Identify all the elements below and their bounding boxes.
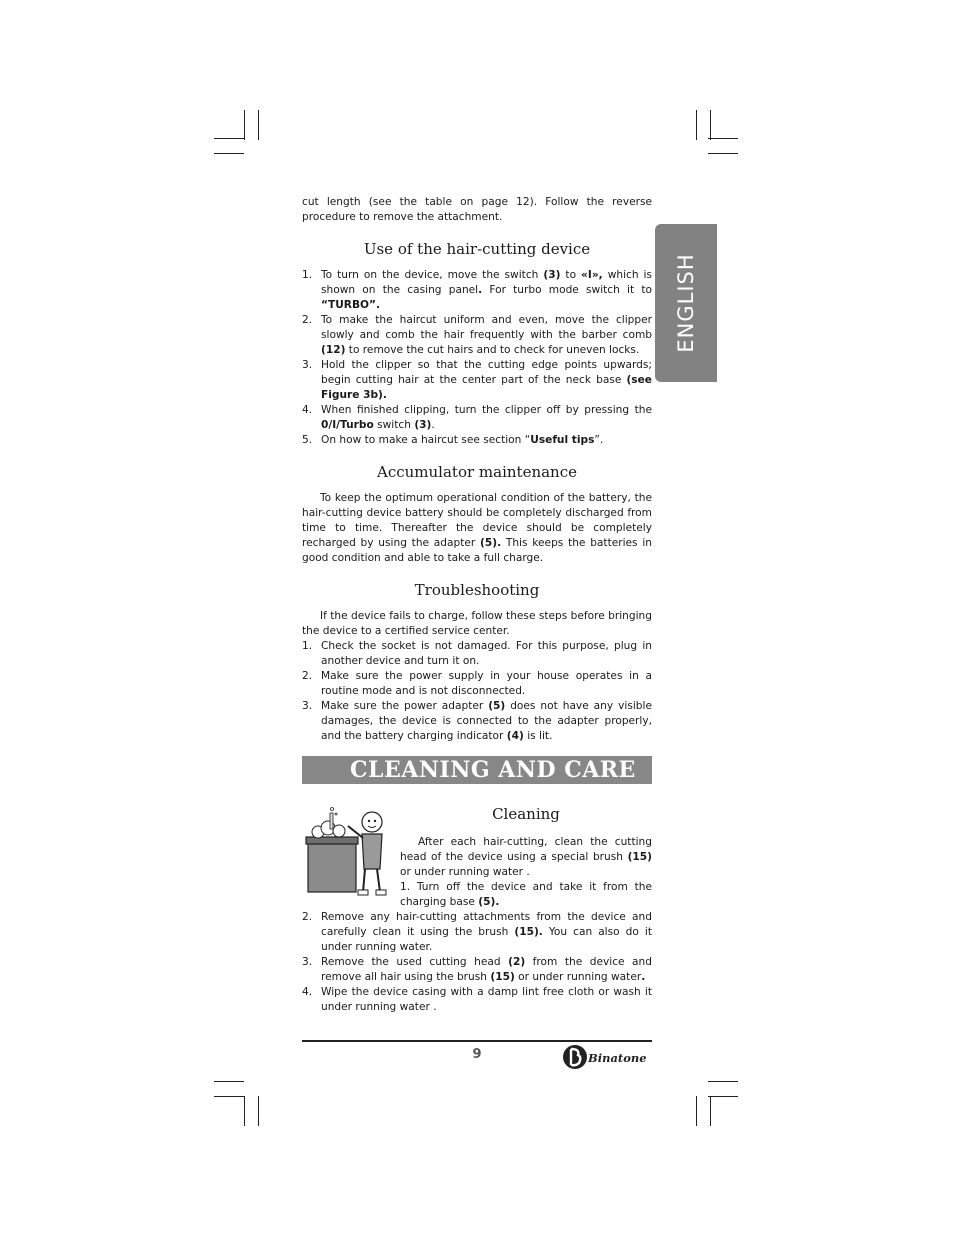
- text-run: ”.: [594, 434, 604, 446]
- troubleshooting-section-title: Troubleshooting: [414, 581, 540, 599]
- language-tab: [655, 224, 717, 382]
- crop-mark: [708, 153, 738, 154]
- cleaning-intro-paragraph: [400, 835, 652, 880]
- cleaning-block: [302, 804, 652, 910]
- language-tab-label: ENGLISH: [674, 253, 698, 353]
- bold-reference: (3): [543, 269, 561, 281]
- brand-name: Binatone: [588, 1051, 647, 1065]
- list-number: 2.: [302, 314, 313, 326]
- text-run: Remove any hair-cutting attachments from the device and carefully clean it using the brush: [321, 911, 652, 938]
- bold-reference: “TURBO”.: [321, 299, 381, 311]
- bold-reference: (5).: [478, 896, 500, 908]
- bold-reference: Useful tips: [530, 434, 595, 446]
- bold-reference: (12): [321, 344, 346, 356]
- list-number: 4.: [302, 404, 313, 416]
- text-run: or under running water .: [400, 866, 530, 878]
- crop-mark: [710, 110, 711, 140]
- text-run: Check the socket is not damaged. For this purpose, plug in another device and turn it on.: [321, 640, 652, 667]
- crop-mark: [244, 1096, 245, 1126]
- bold-reference: .: [478, 284, 483, 296]
- bold-reference: (see Figure 3b).: [321, 374, 652, 401]
- use-section-title: Use of the hair-cutting device: [363, 240, 591, 258]
- page-number: 9: [472, 1047, 482, 1062]
- bold-reference: (5).: [480, 537, 502, 549]
- list-number: 3.: [302, 700, 313, 712]
- list-item: [302, 358, 652, 403]
- text-run: 1. Turn off the device and take it from the charging base: [400, 881, 652, 908]
- text-run: to remove the cut hairs and to check for uneven locks.: [345, 344, 640, 356]
- list-item: [302, 910, 652, 955]
- text-run: which is shown on the casing panel: [321, 269, 653, 296]
- text-run: Make sure the power supply in your house operates in a routine mode and is not disconnected.: [321, 670, 652, 697]
- text-run: For turbo mode switch it to: [482, 284, 652, 296]
- washing-figure-illustration: [302, 804, 397, 902]
- text-run: Make sure the power adapter: [321, 700, 489, 712]
- cleaning-steps-list: [302, 910, 652, 1015]
- text-run: To keep the optimum operational condition of the battery, the hair-cutting device battery should be completely discharged from time to time. Thereafter the device should be completely recharged by using the adapter: [302, 492, 652, 549]
- text-run: When finished clipping, turn the clipper off by pressing the: [321, 404, 652, 416]
- text-run: or under running water: [514, 971, 642, 983]
- text-run: Remove the used cutting head: [321, 956, 509, 968]
- troubleshooting-intro: If the device fails to charge, follow these steps before bringing the device to a certified service center.: [302, 610, 652, 637]
- crop-mark: [258, 1096, 259, 1126]
- list-item: [302, 955, 652, 985]
- crop-mark: [710, 1096, 711, 1126]
- text-run: does not have any visible damages, the device is connected to the adapter properly, and the battery charging indicator: [321, 700, 652, 742]
- text-run: to: [560, 269, 582, 281]
- intro-paragraph: cut length (see the table on page 12). Follow the reverse procedure to remove the attachment.: [302, 196, 652, 223]
- cleaning-step-1: [400, 880, 652, 910]
- text-run: After each hair-cutting, clean the cutting head of the device using a special brush: [400, 836, 652, 863]
- list-item: [302, 669, 652, 699]
- crop-mark: [244, 110, 245, 140]
- list-item: [302, 403, 652, 433]
- text-run: To turn on the device, move the switch: [321, 269, 544, 281]
- crop-mark: [214, 1081, 244, 1082]
- crop-mark: [214, 1096, 244, 1097]
- list-number: 3.: [302, 956, 313, 968]
- list-number: 3.: [302, 359, 313, 371]
- bold-reference: (4): [506, 730, 524, 742]
- text-run: is lit.: [523, 730, 553, 742]
- crop-mark: [708, 138, 738, 139]
- list-number: 2.: [302, 670, 313, 682]
- text-run: On how to make a haircut see section “: [321, 434, 531, 446]
- bold-reference: (15): [490, 971, 515, 983]
- list-item: [302, 313, 652, 358]
- content-column: [302, 195, 652, 1015]
- use-steps-list: [302, 268, 652, 448]
- text-run: To make the haircut uniform and even, move the clipper slowly and comb the hair frequently with the barber comb: [321, 314, 652, 341]
- text-run: from the device and remove all hair using the brush: [321, 956, 652, 983]
- text-run: Wipe the device casing with a damp lint free cloth or wash it under running water .: [321, 986, 652, 1013]
- crop-mark: [696, 110, 697, 140]
- crop-mark: [214, 153, 244, 154]
- list-item: [302, 985, 652, 1015]
- text-run: .: [431, 419, 435, 431]
- crop-mark: [258, 110, 259, 140]
- crop-mark: [696, 1096, 697, 1126]
- text-run: Hold the clipper so that the cutting edge points upwards; begin cutting hair at the center part of the neck base: [321, 359, 652, 386]
- accumulator-paragraph: [302, 491, 652, 566]
- list-item: [302, 433, 652, 448]
- crop-mark: [708, 1096, 738, 1097]
- crop-mark: [214, 138, 244, 139]
- text-run: switch: [373, 419, 415, 431]
- cleaning-subtitle: Cleaning: [492, 805, 560, 823]
- bold-reference: .: [641, 971, 646, 983]
- brand-logo: [562, 1043, 654, 1071]
- cleaning-care-banner: CLEANING AND CARE: [302, 756, 652, 784]
- bold-reference: (5): [488, 700, 506, 712]
- list-number: 5.: [302, 434, 313, 446]
- list-number: 4.: [302, 986, 313, 998]
- list-item: [302, 699, 652, 744]
- bold-reference: (15).: [514, 926, 543, 938]
- text-run: This keeps the batteries in good condition and able to take a full charge.: [302, 537, 652, 564]
- brand-b-icon: [562, 1043, 588, 1071]
- list-item: [302, 639, 652, 669]
- bold-reference: (3): [414, 419, 432, 431]
- bold-reference: (15): [627, 851, 652, 863]
- text-run: You can also do it under running water.: [321, 926, 652, 953]
- bold-reference: «I»,: [581, 269, 603, 281]
- crop-mark: [708, 1081, 738, 1082]
- troubleshooting-steps-list: [302, 639, 652, 744]
- footer-rule: [302, 1040, 652, 1042]
- list-number: 1.: [302, 640, 313, 652]
- bold-reference: (2): [508, 956, 526, 968]
- list-item: [302, 268, 652, 313]
- list-number: 2.: [302, 911, 313, 923]
- bold-reference: 0/I/Turbo: [321, 419, 374, 431]
- list-number: 1.: [302, 269, 313, 281]
- accumulator-section-title: Accumulator maintenance: [377, 463, 577, 481]
